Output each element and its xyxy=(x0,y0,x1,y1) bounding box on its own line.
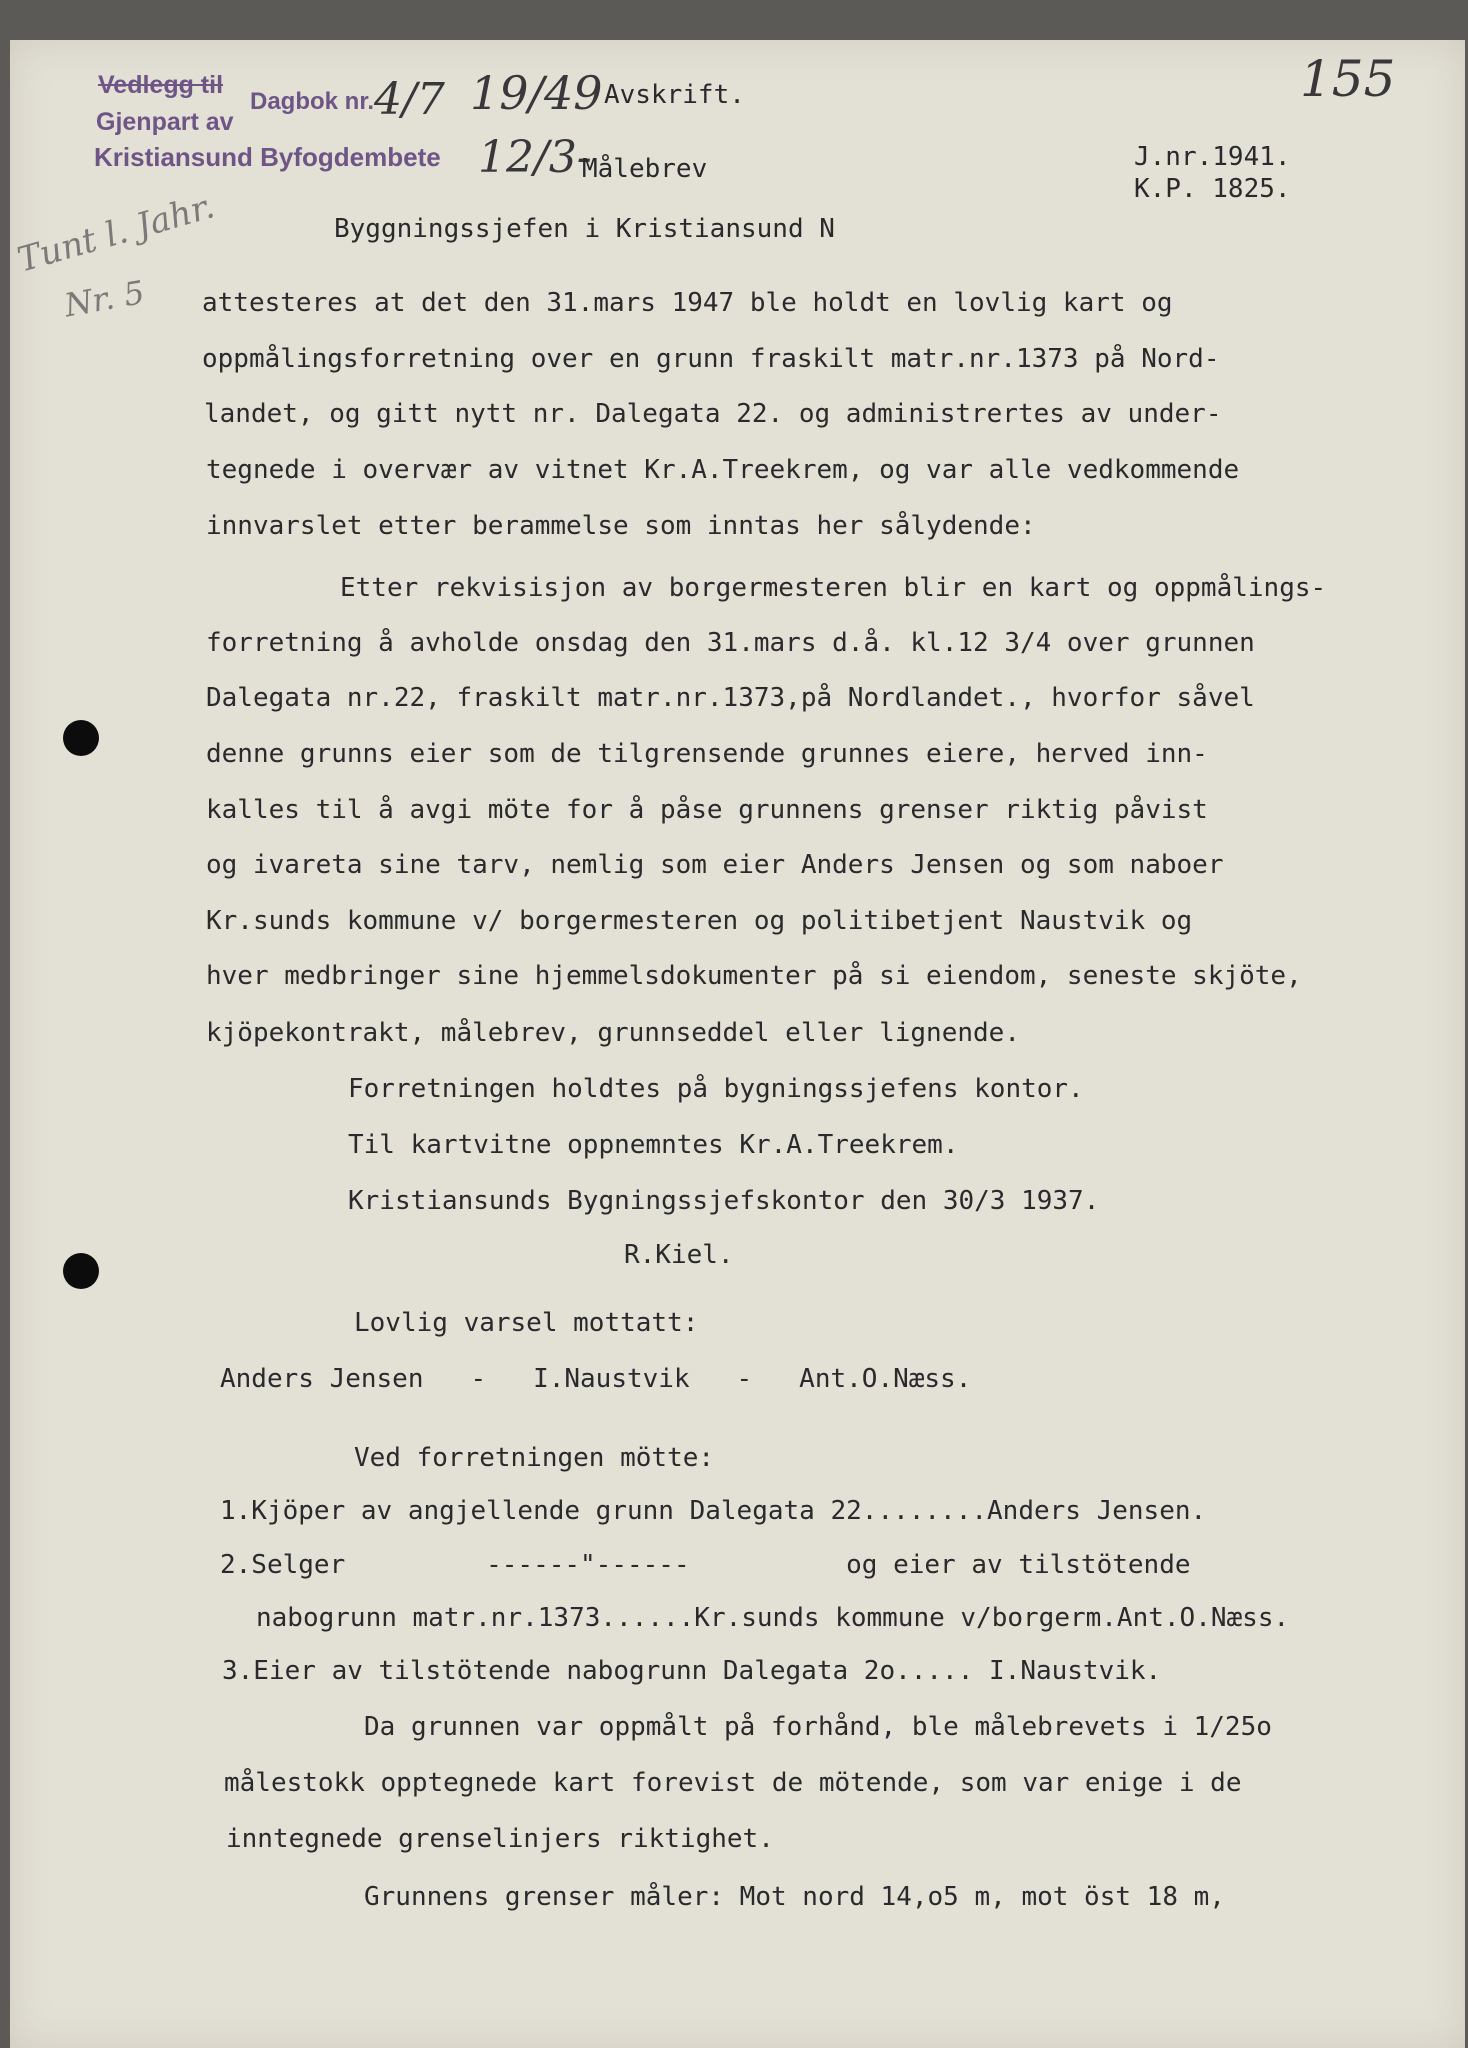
body-line-quote: Dalegata nr.22, fraskilt matr.nr.1373,på Nordlandet., hvorfor såvel xyxy=(206,683,1255,713)
body-line: attesteres at det den 31.mars 1947 ble holdt en lovlig kart og xyxy=(202,288,1173,318)
body-line-quote: denne grunns eier som de tilgrensende grunnes eiere, herved inn- xyxy=(206,739,1208,769)
body-line-quote: forretning å avholde onsdag den 31.mars d.å. kl.12 3/4 over grunnen xyxy=(206,628,1255,658)
document-page xyxy=(10,40,1465,2048)
punch-hole-upper xyxy=(63,720,99,756)
body-line-quote: Forretningen holdtes på bygningssjefens kontor. xyxy=(348,1074,1084,1104)
body-line-quote: hver medbringer sine hjemmelsdokumenter på si eiendom, seneste skjöte, xyxy=(206,961,1302,991)
body-line-signatures: Anders Jensen - I.Naustvik - Ant.O.Næss. xyxy=(220,1364,972,1394)
body-line-quote: Etter rekvisisjon av borgermesteren blir en kart og oppmålings- xyxy=(340,573,1327,603)
body-line-quote: kjöpekontrakt, målebrev, grunnseddel eller lignende. xyxy=(206,1018,1020,1048)
body-line: Grunnens grenser måler: Mot nord 14,o5 m, mot öst 18 m, xyxy=(364,1882,1225,1912)
body-line: målestokk opptegnede kart forevist de mötende, som var enige i de xyxy=(224,1768,1242,1798)
handwritten-margin-note: Tunt l. Jahr. xyxy=(13,186,219,281)
body-line: oppmålingsforretning over en grunn fraskilt matr.nr.1373 på Nord- xyxy=(202,344,1220,374)
journal-number: J.nr.1941. xyxy=(1134,142,1291,172)
document-title: Avskrift. xyxy=(604,80,745,110)
punch-hole-lower xyxy=(63,1253,99,1289)
document-subtitle: Målebrev xyxy=(582,154,708,184)
handwritten-year: 19/49 xyxy=(470,66,603,120)
stamp-dagbok-label: Dagbok nr. xyxy=(250,88,375,115)
stamp-line-vedlegg: Vedlegg til xyxy=(98,71,224,99)
stamp-line-kristiansund: Kristiansund Byfogdembete xyxy=(94,142,441,172)
kp-number: K.P. 1825. xyxy=(1134,174,1291,204)
body-line: landet, og gitt nytt nr. Dalegata 22. og administrertes av under- xyxy=(204,399,1222,429)
attendee-line: 3.Eier av tilstötende nabogrunn Dalegata 2o..... I.Naustvik. xyxy=(222,1656,1162,1686)
body-line: inntegnede grenselinjers riktighet. xyxy=(226,1824,774,1854)
body-line: innvarslet etter berammelse som inntas her sålydende: xyxy=(206,511,1036,541)
body-line: tegnede i overvær av vitnet Kr.A.Treekrem, og var alle vedkommende xyxy=(206,455,1240,485)
handwritten-dagbok-number: 4/7 xyxy=(374,74,445,125)
body-line: Lovlig varsel mottatt: xyxy=(354,1308,699,1338)
handwritten-date: 12/3- xyxy=(478,132,592,183)
attendee-line: 1.Kjöper av angjellende grunn Dalegata 22........Anders Jensen. xyxy=(220,1496,1207,1526)
body-line-quote: Kr.sunds kommune v/ borgermesteren og politibetjent Naustvik og xyxy=(206,906,1193,936)
body-line-quote: Til kartvitne oppnemntes Kr.A.Treekrem. xyxy=(348,1130,959,1160)
signature-name: R.Kiel. xyxy=(624,1240,734,1270)
body-line-quote: kalles til å avgi möte for å påse grunnens grenser riktig påvist xyxy=(206,795,1208,825)
body-line-quote: Kristiansunds Bygningssjefskontor den 30/3 1937. xyxy=(348,1186,1100,1216)
body-line-addressee: Byggningssjefen i Kristiansund N xyxy=(334,214,835,244)
attendee-line: 2.Selger ------"------ og eier av tilstötende xyxy=(220,1550,1191,1580)
handwritten-margin-number: Nr. 5 xyxy=(61,273,148,325)
attendee-line: nabogrunn matr.nr.1373......Kr.sunds kommune v/borgerm.Ant.O.Næss. xyxy=(256,1603,1290,1633)
handwritten-page-number: 155 xyxy=(1300,50,1396,108)
body-line: Ved forretningen mötte: xyxy=(354,1443,715,1473)
stamp-line-gjenpart: Gjenpart av xyxy=(96,108,234,136)
body-line: Da grunnen var oppmålt på forhånd, ble målebrevets i 1/25o xyxy=(364,1712,1272,1742)
body-line-quote: og ivareta sine tarv, nemlig som eier Anders Jensen og som naboer xyxy=(206,850,1224,880)
